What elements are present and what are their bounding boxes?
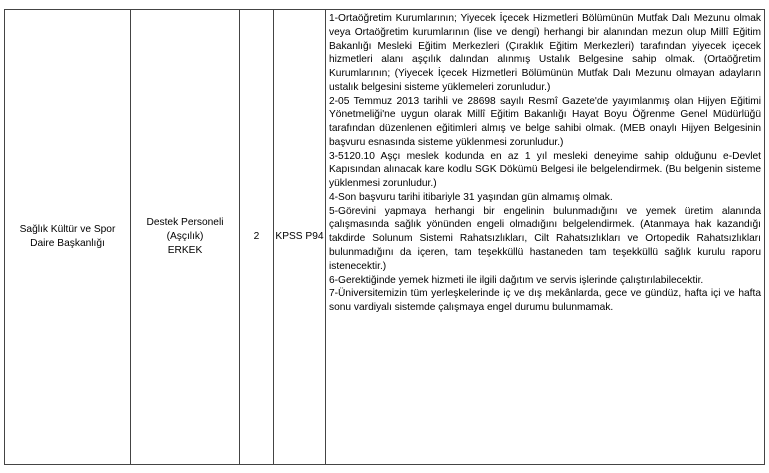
exam-cell: KPSS P94: [274, 10, 326, 465]
count-cell: 2: [240, 10, 274, 465]
position-gender: ERKEK: [167, 244, 203, 256]
requirement-item: 3-5120.10 Aşçı meslek kodunda en az 1 yıl mesleki deneyime sahip olduğunu e-Devlet Kapısından alınacak kare kodlu SGK Dökümü Belgesi ile belgelendirmek. (Bu belgenin sisteme yüklenmesi zorunludur.): [329, 150, 761, 190]
requirement-item: 7-Üniversitemizin tüm yerleşkelerinde iç ve dış mekânlarda, gece ve gündüz, hafta içi ve hafta sonu vardiyalı sistemde çalışmaya engel durumu bulunmamak.: [329, 288, 761, 314]
position-title: Destek Personeli: [146, 217, 224, 229]
position-cell: [131, 10, 240, 465]
requirement-item: 5-Görevini yapmaya herhangi bir engelinin bulunmadığını ve yemek üretim alanında çalışmasında sağlık yönünden engeli olmadığını belgelendirmek. (Atanmaya hak kazandığı takdirde Solunum Sistemi Rahatsızlıkları, Cilt Rahatsızlıkları ve Ortopedik Rahatsızlıkları bulunmadığını da içeren, tam teşekküllü hastaneden tam teşekküllü sağlık kurulu raporu istenecektir.): [329, 205, 761, 272]
requirement-item: 6-Gerektiğinde yemek hizmeti ile ilgili dağıtım ve servis işlerinde çalıştırılabilecektir.: [329, 274, 704, 286]
table-row: [5, 10, 765, 465]
job-listing-table: [4, 9, 765, 465]
unit-cell: Sağlık Kültür ve Spor Daire Başkanlığı: [5, 10, 131, 465]
position-specialty: (Aşçılık): [166, 231, 204, 243]
requirement-item: 2-05 Temmuz 2013 tarihli ve 28698 sayılı Resmî Gazete'de yayımlanmış olan Hijyen Eğitimi Yönetmeliği'ne uygun olarak Millî Eğitim Bakanlığı Hayat Boyu Öğrenme Genel Müdürlüğü tarafından düzenlenen eğitimleri almış ve belge sahibi olmak. (MEB onaylı Hijyen Belgesinin başvuru esnasında sisteme yüklenmesi zorunludur.): [329, 95, 761, 148]
requirements-cell: [326, 10, 765, 465]
job-listing-sheet: [4, 9, 765, 465]
requirement-item: 1-Ortaöğretim Kurumlarının; Yiyecek İçecek Hizmetleri Bölümünün Mutfak Dalı Mezunu olmak veya Ortaöğretim kurumlarının (lise ve dengi) herhangi bir alanından mezun olup Millî Eğitim Bakanlığı Mesleki Eğitim Merkezleri (Çıraklık Eğitim Merkezleri) tarafından yiyecek içecek hizmetleri alanı aşçılık dalından alınmış Ustalık Belgesine sahip olmak. (Ortaöğretim Kurumlarının; (Yiyecek İçecek Hizmetleri Bölümünün Mutfak Dalı Mezunu olmayan adayların ustalık belgesini sisteme yüklemeleri zorunludur.): [329, 13, 761, 93]
requirement-item: 4-Son başvuru tarihi itibariyle 31 yaşından gün almamış olmak.: [329, 191, 613, 203]
